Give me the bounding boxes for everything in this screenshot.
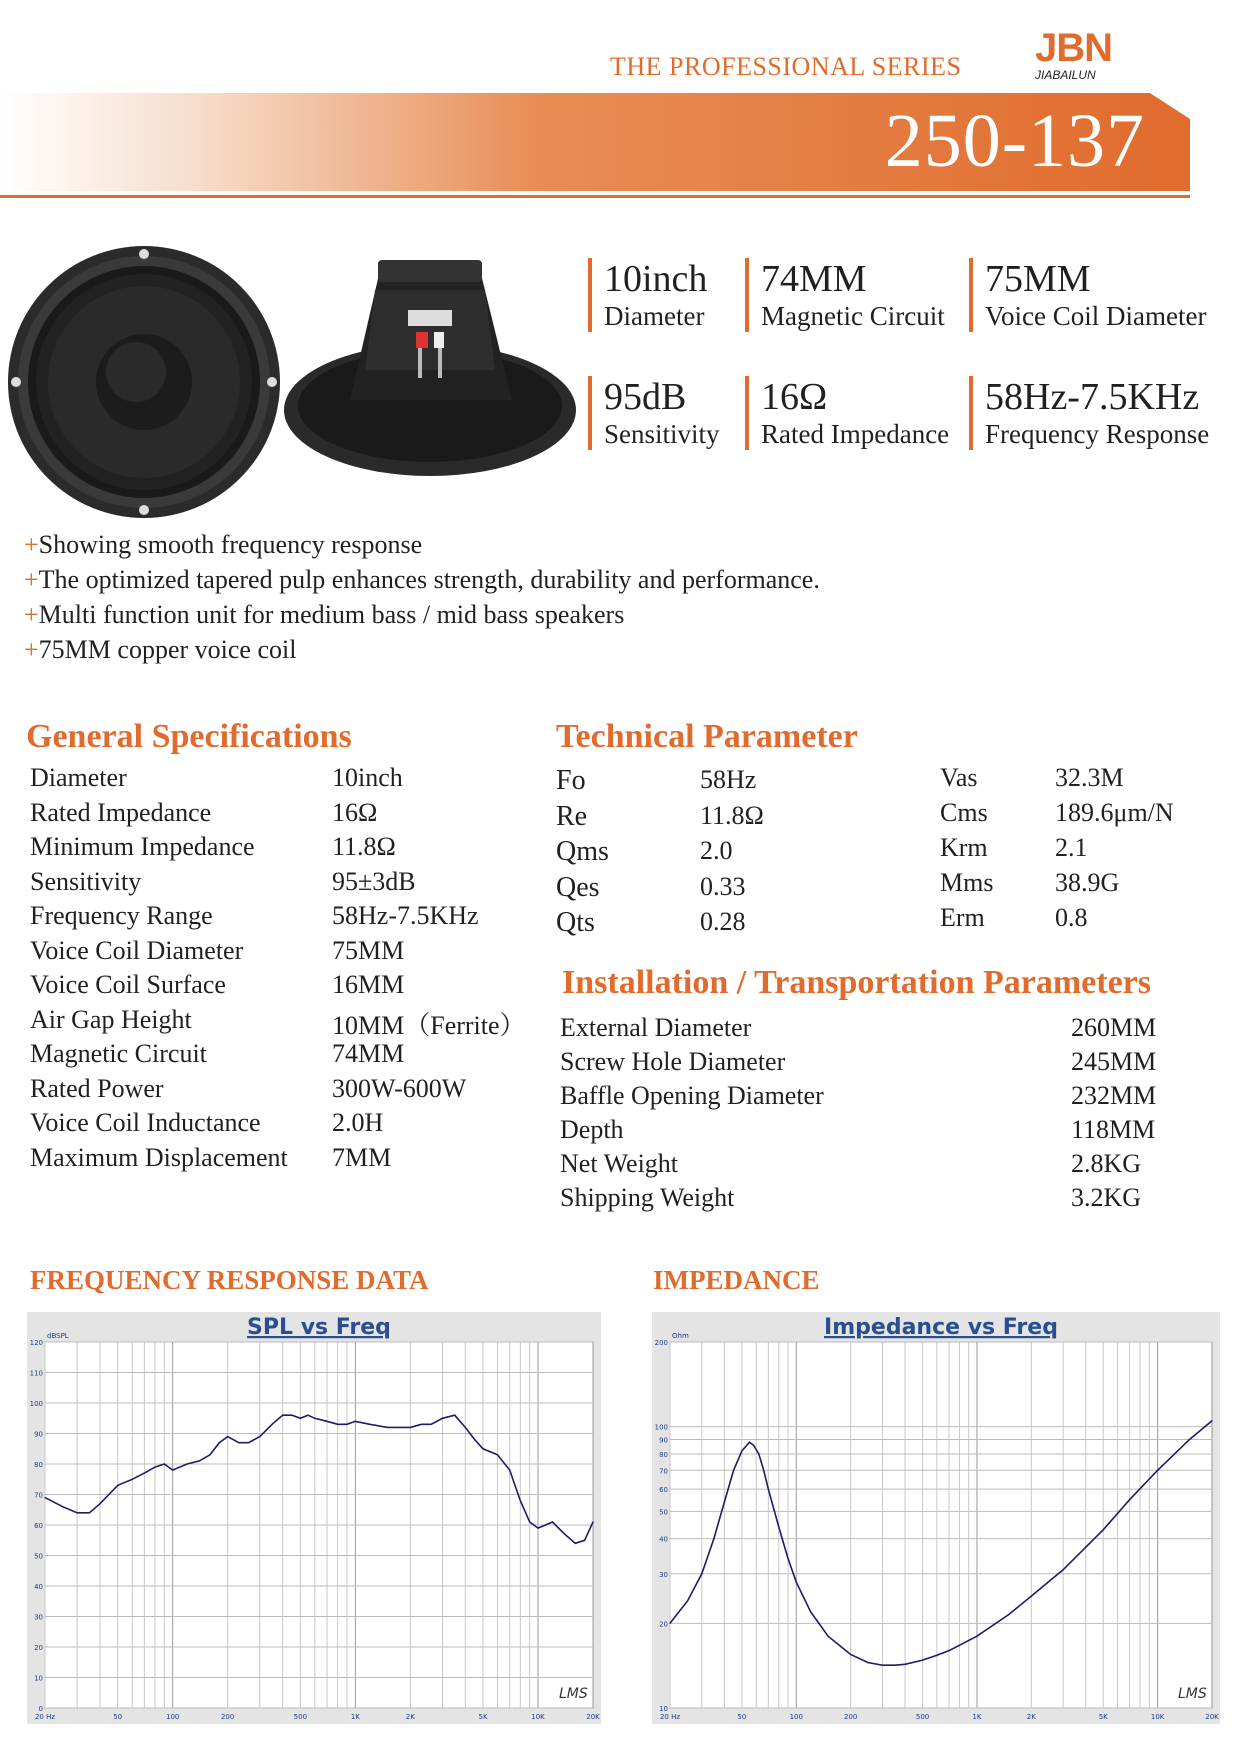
banner-underline (0, 195, 1190, 198)
key-spec-label: Diameter (604, 301, 705, 331)
param-value: 0.33 (700, 871, 746, 901)
model-number: 250-137 (884, 99, 1145, 183)
data-point (410, 1427, 411, 1428)
feature-item (24, 600, 624, 630)
x-tick-label: 2K (1026, 1713, 1036, 1721)
install-value: 245MM (1071, 1047, 1157, 1076)
y-axis-label: Ohm (672, 1332, 689, 1340)
x-tick-label: 5K (1098, 1713, 1108, 1721)
data-point (592, 1521, 593, 1522)
data-point (271, 1424, 272, 1425)
install-label: Net Weight (560, 1149, 679, 1178)
x-tick-label: 50 (113, 1713, 123, 1721)
key-spec-value: 74MM (761, 258, 867, 300)
data-point (733, 1470, 734, 1471)
data-point (326, 1421, 327, 1422)
install-label: Baffle Opening Diameter (560, 1081, 824, 1110)
param-name: Re (556, 800, 588, 832)
lms-watermark: LMS (1178, 1686, 1207, 1702)
key-spec-label: Voice Coil Diameter (985, 301, 1207, 331)
spec-value: 75MM (332, 935, 405, 965)
data-point (421, 1424, 422, 1425)
key-spec-item (588, 258, 707, 332)
y-tick-label: 110 (29, 1369, 43, 1378)
data-point (465, 1427, 466, 1428)
feature-text: The optimized tapered pulp enhances strength, durability and performance. (38, 565, 820, 594)
data-point (1157, 1470, 1158, 1471)
key-spec-item (588, 376, 720, 450)
x-tick-label: 1K (350, 1713, 360, 1721)
y-tick-label: 50 (659, 1508, 668, 1517)
data-point (827, 1636, 828, 1637)
data-point (741, 1450, 742, 1451)
data-point (564, 1534, 565, 1535)
impedance-chart (652, 1312, 1220, 1724)
spec-value: 16Ω (332, 797, 378, 827)
data-point (778, 1526, 779, 1527)
data-point (474, 1439, 475, 1440)
data-point (1189, 1439, 1190, 1440)
y-tick-label: 20 (34, 1644, 43, 1652)
x-tick-label: 500 (293, 1713, 308, 1721)
data-point (1031, 1595, 1032, 1596)
x-tick-label: 500 (915, 1713, 930, 1721)
data-point (768, 1488, 769, 1489)
data-point (948, 1650, 949, 1651)
y-tick-label: 60 (659, 1486, 668, 1495)
y-tick-label: 10 (34, 1674, 43, 1683)
key-spec-item (969, 376, 1209, 450)
data-point (796, 1582, 797, 1583)
data-point (763, 1470, 764, 1471)
param-name: Qes (556, 871, 600, 903)
param-name: Fo (556, 765, 586, 796)
param-value: 0.8 (1055, 903, 1088, 932)
spec-label: Maximum Displacement (30, 1142, 288, 1172)
param-value: 38.9G (1055, 868, 1120, 897)
param-name: Qts (556, 907, 595, 938)
key-spec-value: 75MM (985, 258, 1091, 300)
data-point (442, 1418, 443, 1419)
data-point (509, 1470, 510, 1471)
data-point (850, 1654, 851, 1655)
data-point (713, 1538, 714, 1539)
data-point (227, 1436, 228, 1437)
x-tick-label: 20 Hz (659, 1713, 681, 1721)
data-point (307, 1415, 308, 1416)
spec-value: 11.8Ω (332, 832, 396, 861)
data-point (346, 1424, 347, 1425)
spec-label: Sensitivity (30, 866, 142, 896)
x-tick-label: 20K (586, 1713, 600, 1721)
data-point (936, 1655, 937, 1656)
param-value: 189.6μm/N (1055, 798, 1174, 827)
data-point (482, 1448, 483, 1449)
key-spec-item (969, 258, 1206, 332)
spec-value: 16MM (332, 970, 405, 999)
data-point (337, 1424, 338, 1425)
data-point (144, 1473, 145, 1474)
plus-icon: + (24, 530, 39, 559)
data-point (1103, 1529, 1104, 1530)
key-spec-item (745, 376, 949, 450)
data-point (753, 1445, 754, 1446)
spec-label: Air Gap Height (30, 1004, 192, 1034)
data-point (77, 1512, 78, 1513)
freq-response-title: FREQUENCY RESPONSE DATA (30, 1265, 429, 1295)
param-value: 2.0 (700, 836, 733, 865)
spec-label: Diameter (30, 763, 127, 792)
data-point (976, 1636, 977, 1637)
data-point (669, 1623, 670, 1624)
data-point (238, 1442, 239, 1443)
x-tick-label: 50 (737, 1713, 747, 1721)
lms-watermark: LMS (559, 1686, 588, 1702)
x-tick-label: 2K (405, 1713, 415, 1721)
chart-title: Impedance vs Freq (824, 1315, 1058, 1340)
speaker-rear-image (280, 250, 580, 480)
technical-param-title: Technical Parameter (556, 718, 858, 755)
y-tick-label: 20 (659, 1620, 668, 1629)
param-value: 58Hz (700, 765, 757, 794)
y-tick-label: 100 (29, 1400, 43, 1408)
data-point (687, 1600, 688, 1601)
spec-label: Voice Coil Diameter (30, 935, 244, 965)
y-tick-label: 90 (659, 1436, 668, 1445)
param-value: 0.28 (700, 907, 746, 936)
data-point (314, 1418, 315, 1419)
x-tick-label: 10K (1150, 1713, 1165, 1721)
y-tick-label: 0 (38, 1705, 43, 1713)
spec-value: 10MM（Ferrite） (332, 1010, 526, 1040)
chart-title: SPL vs Freq (247, 1315, 391, 1340)
data-point (904, 1664, 905, 1665)
data-point (291, 1415, 292, 1416)
spec-value: 300W-600W (332, 1073, 467, 1103)
spec-label: Minimum Impedance (30, 832, 255, 861)
x-tick-label: 20K (1205, 1713, 1219, 1721)
install-value: 3.2KG (1071, 1183, 1142, 1212)
feature-item (24, 635, 296, 665)
key-spec-value: 16Ω (761, 376, 828, 418)
data-point (355, 1421, 356, 1422)
y-tick-label: 70 (34, 1491, 43, 1500)
install-value: 260MM (1071, 1013, 1157, 1042)
param-name: Qms (556, 836, 609, 867)
plus-icon: + (24, 565, 39, 594)
key-spec-value: 58Hz-7.5KHz (985, 376, 1200, 418)
install-value: 118MM (1071, 1115, 1156, 1144)
spec-label: Rated Power (30, 1073, 164, 1103)
y-tick-label: 100 (654, 1423, 668, 1432)
brand-logo (1035, 28, 1145, 80)
spec-value: 2.0H (332, 1108, 384, 1137)
data-point (497, 1454, 498, 1455)
data-point (99, 1503, 100, 1504)
param-name: Erm (940, 903, 985, 932)
spec-label: Voice Coil Surface (30, 970, 226, 999)
data-point (894, 1665, 895, 1666)
spec-value: 7MM (332, 1142, 392, 1172)
data-point (1008, 1614, 1009, 1615)
param-name: Mms (940, 868, 994, 897)
spl-chart (27, 1312, 601, 1724)
speaker-front-image (6, 244, 282, 520)
data-point (537, 1527, 538, 1528)
key-spec-value: 95dB (604, 376, 687, 418)
spec-label: Voice Coil Inductance (30, 1108, 261, 1137)
data-point (787, 1558, 788, 1559)
y-tick-label: 50 (34, 1552, 43, 1561)
x-tick-label: 200 (220, 1713, 235, 1721)
install-label: External Diameter (560, 1013, 752, 1042)
x-tick-label: 10K (531, 1713, 545, 1721)
data-point (369, 1424, 370, 1425)
data-point (209, 1454, 210, 1455)
x-tick-label: 20 Hz (34, 1713, 56, 1721)
key-spec-value: 10inch (604, 258, 708, 300)
data-point (552, 1521, 553, 1522)
y-tick-label: 10 (659, 1705, 668, 1713)
feature-text: Multi function unit for medium bass / mid bass speakers (38, 600, 625, 629)
data-point (89, 1512, 90, 1513)
feature-text: 75MM copper voice coil (38, 635, 297, 664)
y-tick-label: 40 (659, 1535, 668, 1544)
param-name: Cms (940, 798, 988, 827)
data-point (248, 1442, 249, 1443)
feature-text: Showing smooth frequency response (38, 530, 423, 559)
data-point (154, 1466, 155, 1467)
key-spec-item (745, 258, 945, 332)
plus-icon: + (24, 600, 39, 629)
logo-mark: JBN (1035, 26, 1113, 70)
data-point (219, 1442, 220, 1443)
data-point (44, 1497, 45, 1498)
data-point (724, 1501, 725, 1502)
spec-value: 58Hz-7.5KHz (332, 901, 479, 930)
data-point (758, 1453, 759, 1454)
impedance-title: IMPEDANCE (653, 1265, 820, 1295)
param-value: 32.3M (1055, 763, 1124, 792)
data-point (387, 1427, 388, 1428)
data-point (529, 1521, 530, 1522)
y-tick-label: 30 (659, 1570, 668, 1579)
data-point (520, 1500, 521, 1501)
y-tick-label: 120 (29, 1339, 43, 1347)
spec-label: Frequency Range (30, 901, 213, 930)
data-point (701, 1573, 702, 1574)
data-point (62, 1506, 63, 1507)
feature-item (24, 565, 820, 595)
key-spec-label: Rated Impedance (761, 419, 950, 449)
data-point (431, 1424, 432, 1425)
x-tick-label: 200 (843, 1713, 858, 1721)
x-tick-label: 5K (478, 1713, 488, 1721)
param-name: Krm (940, 833, 988, 862)
x-tick-label: 100 (789, 1713, 803, 1721)
y-tick-label: 30 (34, 1613, 43, 1622)
install-label: Depth (560, 1115, 624, 1144)
param-value: 2.1 (1055, 833, 1088, 862)
data-point (810, 1611, 811, 1612)
data-point (545, 1524, 546, 1525)
y-tick-label: 60 (34, 1522, 43, 1530)
data-point (575, 1543, 576, 1544)
data-point (164, 1463, 165, 1464)
data-point (117, 1485, 118, 1486)
data-point (868, 1662, 869, 1663)
general-spec-title: General Specifications (26, 718, 352, 755)
install-label: Screw Hole Diameter (560, 1047, 786, 1076)
series-label: THE PROFESSIONAL SERIES (610, 52, 962, 81)
spec-value: 74MM (332, 1039, 405, 1068)
data-point (259, 1436, 260, 1437)
x-tick-label: 1K (972, 1713, 982, 1721)
y-tick-label: 80 (34, 1461, 43, 1469)
install-label: Shipping Weight (560, 1183, 735, 1212)
y-tick-label: 70 (659, 1467, 668, 1476)
data-point (187, 1463, 188, 1464)
y-tick-label: 200 (654, 1339, 668, 1347)
install-value: 232MM (1071, 1081, 1157, 1110)
data-point (749, 1442, 750, 1443)
y-tick-label: 80 (659, 1450, 668, 1459)
data-point (199, 1460, 200, 1461)
installation-title: Installation / Transportation Parameters (562, 964, 1151, 1001)
data-point (584, 1540, 585, 1541)
plus-icon: + (24, 635, 39, 664)
install-value: 2.8KG (1071, 1149, 1142, 1178)
data-point (1129, 1499, 1130, 1500)
spec-value: 95±3dB (332, 866, 416, 896)
data-point (282, 1415, 283, 1416)
data-point (1211, 1420, 1212, 1421)
data-point (454, 1415, 455, 1416)
param-name: Vas (940, 763, 978, 792)
data-point (1063, 1569, 1064, 1570)
data-point (922, 1660, 923, 1661)
data-point (132, 1479, 133, 1480)
y-axis-label: dBSPL (47, 1332, 69, 1340)
key-spec-label: Sensitivity (604, 419, 720, 449)
data-point (300, 1418, 301, 1419)
x-tick-label: 100 (165, 1713, 180, 1721)
data-point (959, 1645, 960, 1646)
y-tick-label: 90 (34, 1430, 43, 1439)
data-point (172, 1470, 173, 1471)
logo-subtext: JIABAILUN (1035, 68, 1096, 82)
key-spec-label: Magnetic Circuit (761, 301, 945, 331)
y-tick-label: 40 (34, 1583, 43, 1591)
data-point (401, 1427, 402, 1428)
feature-item (24, 530, 422, 560)
spec-label: Magnetic Circuit (30, 1039, 207, 1068)
key-spec-label: Frequency Response (985, 419, 1210, 449)
param-value: 11.8Ω (700, 800, 764, 830)
spec-value: 10inch (332, 763, 403, 792)
spec-label: Rated Impedance (30, 797, 212, 827)
data-point (882, 1665, 883, 1666)
